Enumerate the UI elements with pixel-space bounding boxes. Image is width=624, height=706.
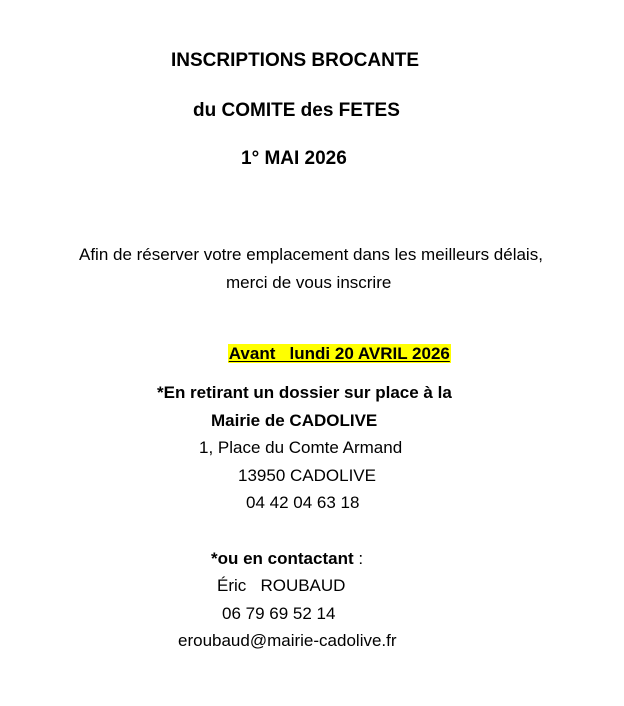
- contact-phone: 06 79 69 52 14: [222, 604, 336, 623]
- mairie-postal-city: 13950 CADOLIVE: [238, 466, 376, 485]
- deadline-highlight: Avant lundi 20 AVRIL 2026: [228, 344, 450, 363]
- contact-name: Éric ROUBAUD: [217, 576, 346, 595]
- contact-email: eroubaud@mairie-cadolive.fr: [178, 631, 397, 650]
- intro-line-1: Afin de réserver votre emplacement dans les meilleurs délais,: [79, 245, 543, 264]
- intro-line-2: merci de vous inscrire: [226, 273, 392, 292]
- title-comite-des-fetes: du COMITE des FETES: [193, 100, 400, 121]
- mairie-phone: 04 42 04 63 18: [246, 493, 360, 512]
- mairie-option-heading: *En retirant un dossier sur place à la: [157, 383, 452, 402]
- mairie-name: Mairie de CADOLIVE: [211, 411, 378, 430]
- mairie-address: 1, Place du Comte Armand: [199, 438, 403, 457]
- contact-option-heading-line: [211, 550, 363, 567]
- deadline-line: [210, 329, 451, 379]
- title-date: 1° MAI 2026: [241, 148, 347, 169]
- title-inscriptions-brocante: INSCRIPTIONS BROCANTE: [171, 50, 420, 71]
- contact-option-heading: *ou en contactant: [211, 549, 354, 568]
- contact-option-heading-colon: :: [353, 549, 364, 568]
